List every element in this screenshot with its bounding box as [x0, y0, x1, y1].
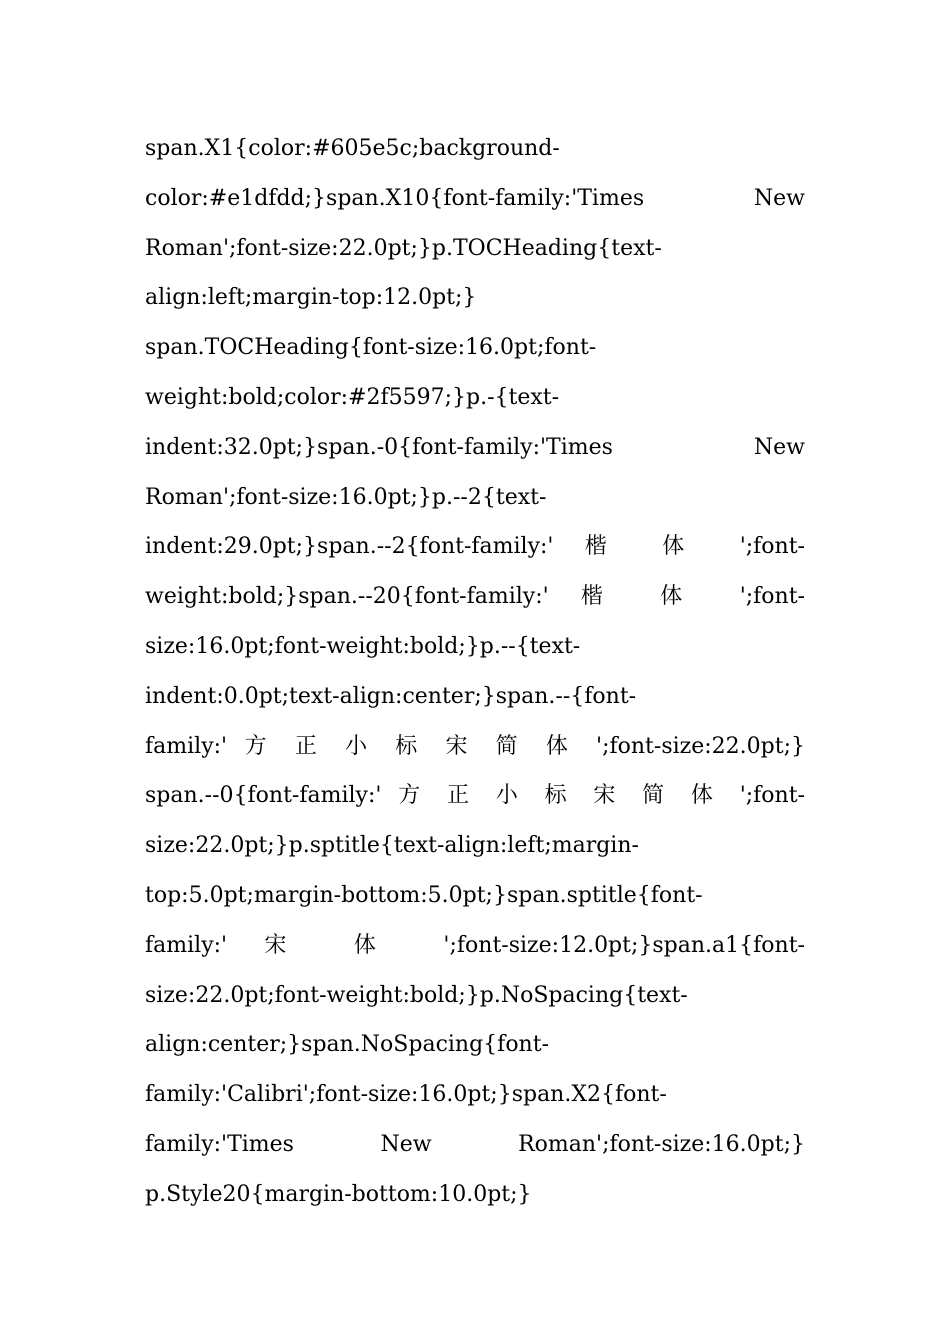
text-line: span.X1{color:#605e5c;background-: [145, 136, 560, 161]
text-line: family:' 宋 体 ';font-size:12.0pt;}span.a1{font-: [145, 932, 805, 958]
text-line: indent:32.0pt;}span.-0{font-family:'Times New: [145, 434, 805, 460]
text-line: color:#e1dfdd;}span.X10{font-family:'Times New: [145, 185, 805, 211]
text-line: family:' 方 正 小 标 宋 简 体 ';font-size:22.0pt;}: [145, 733, 805, 759]
text-line: size:22.0pt;}p.sptitle{text-align:left;margin-: [145, 833, 639, 859]
text-line: Roman';font-size:16.0pt;}p.--2{text-: [145, 484, 547, 510]
css-text-body: [145, 124, 805, 1220]
text-line: family:'Calibri';font-size:16.0pt;}span.X2{font-: [145, 1082, 667, 1108]
text-line: family:'Times New Roman';font-size:16.0pt;}: [145, 1131, 805, 1157]
text-line: span.--0{font-family:' 方 正 小 标 宋 简 体 ';font-: [145, 783, 805, 809]
text-line: size:22.0pt;font-weight:bold;}p.NoSpacing{text-: [145, 982, 688, 1008]
text-line: p.Style20{margin-bottom:10.0pt;}: [145, 1181, 532, 1207]
text-line: align:left;margin-top:12.0pt;}: [145, 285, 477, 311]
text-line: indent:0.0pt;text-align:center;}span.--{font-: [145, 683, 637, 709]
text-line: size:16.0pt;font-weight:bold;}p.--{text-: [145, 633, 581, 659]
text-line: span.TOCHeading{font-size:16.0pt;font-: [145, 335, 597, 361]
text-line: Roman';font-size:22.0pt;}p.TOCHeading{text-: [145, 235, 662, 261]
text-line: top:5.0pt;margin-bottom:5.0pt;}span.sptitle{font-: [145, 882, 703, 908]
text-line: weight:bold;}span.--20{font-family:' 楷 体 ';font-: [145, 584, 805, 610]
text-line: indent:29.0pt;}span.--2{font-family:' 楷 体 ';font-: [145, 534, 805, 560]
text-line: weight:bold;color:#2f5597;}p.-{text-: [145, 384, 560, 410]
text-line: align:center;}span.NoSpacing{font-: [145, 1032, 550, 1058]
